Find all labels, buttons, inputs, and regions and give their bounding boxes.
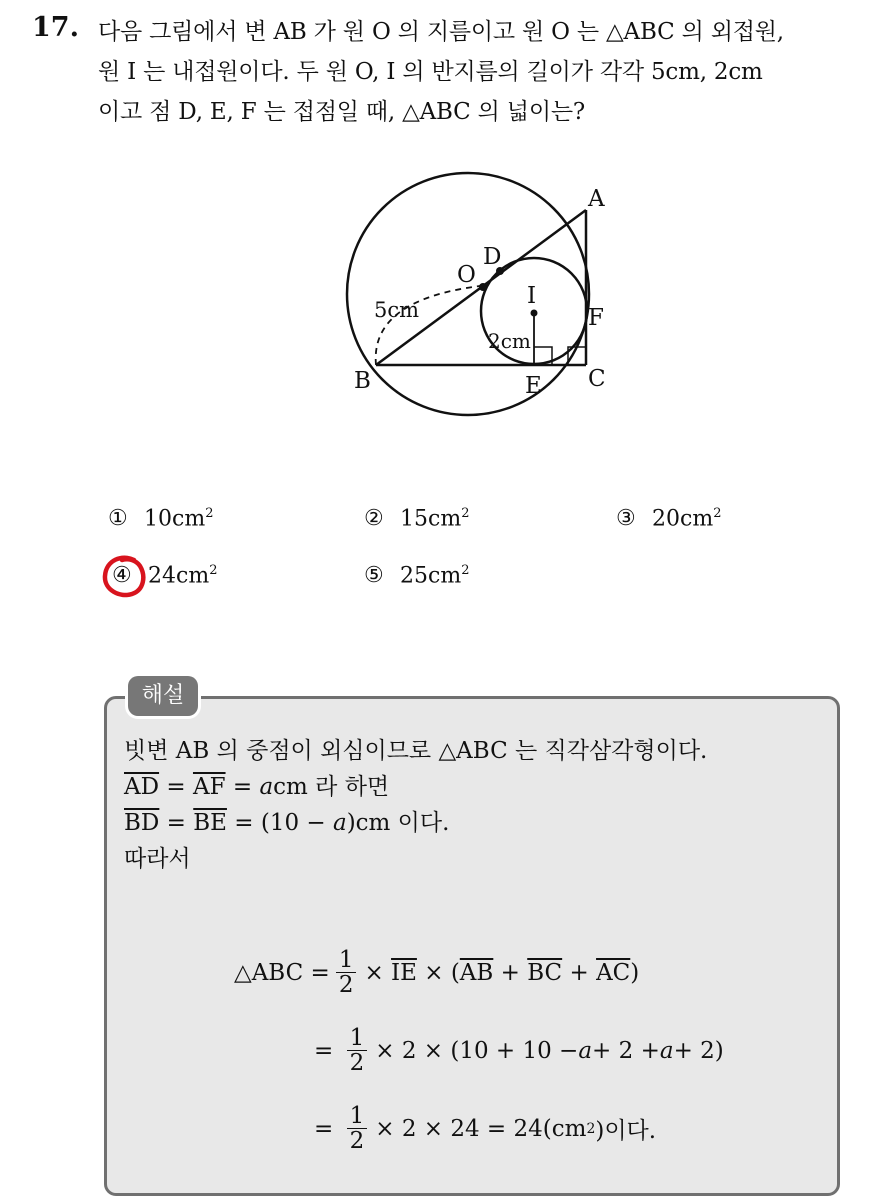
solution-line-2: $\overline{AD} = \overline{AF}$ = acm 라 하면: [124, 774, 390, 800]
label-O: O: [457, 262, 476, 288]
fraction-half: $\frac{1}{2}$: [347, 1026, 368, 1075]
label-E: E: [525, 373, 542, 399]
choice-number: ②: [364, 506, 384, 532]
choice-value: 15cm: [400, 506, 462, 532]
choice-value: 10cm: [144, 506, 206, 532]
circumcircle-O: [347, 173, 589, 415]
choice-5[interactable]: [364, 563, 469, 588]
choice-1[interactable]: [108, 506, 213, 531]
answer-circle-mark: [100, 552, 152, 600]
equation-1: △ABC = $\frac{1}{2}$ × $\overline{IE}$ × ( $\overline{AB}$ + $\overline{BC}$ + $\overline{AC}$ ): [234, 947, 640, 999]
choice-sup: 2: [461, 506, 470, 521]
choice-sup: 2: [461, 563, 470, 578]
choice-sup: 2: [209, 563, 218, 578]
solution-text: [124, 733, 824, 877]
choice-3[interactable]: [616, 506, 721, 531]
choice-number: ①: [108, 506, 128, 532]
choice-2[interactable]: [364, 506, 469, 531]
solution-line-1: 빗변 AB 의 중점이 외심이므로 △ABC 는 직각삼각형이다.: [124, 738, 708, 764]
choice-sup: 2: [205, 506, 214, 521]
question-line: 다음 그림에서 변 AB 가 원 O 의 지름이고 원 O 는 △ABC 의 외접원,: [98, 19, 784, 45]
choice-value: 20cm: [652, 506, 714, 532]
fraction-half: $\frac{1}{2}$: [347, 1104, 368, 1153]
point-O: [479, 283, 487, 291]
choice-number: ⑤: [364, 563, 384, 589]
label-A: A: [588, 186, 605, 212]
choice-value: 25cm: [400, 563, 462, 589]
equation-3: = $\frac{1}{2}$ × 2 × 24 = 24(cm 2 )이다.: [314, 1103, 657, 1155]
label-radius-inner: 2cm: [488, 329, 531, 353]
solution-tag: 해설: [128, 676, 198, 716]
question-text: [98, 12, 868, 132]
choice-number: ④: [112, 563, 132, 589]
choice-value: 24cm: [148, 563, 210, 589]
label-F: F: [588, 305, 604, 331]
label-B: B: [354, 368, 371, 394]
choice-number: ③: [616, 506, 636, 532]
point-I: [531, 310, 538, 317]
choice-sup: 2: [713, 506, 722, 521]
fraction-half: $\frac{1}{2}$: [336, 948, 357, 997]
label-radius-outer: 5cm: [374, 298, 420, 322]
label-I: I: [527, 283, 537, 309]
label-C: C: [588, 366, 606, 392]
equation-2: = $\frac{1}{2}$ × 2 × (10 + 10 − a + 2 + a + 2): [314, 1025, 724, 1077]
question-number: 17.: [32, 12, 79, 43]
solution-line-4: 따라서: [124, 846, 191, 872]
label-D: D: [483, 244, 502, 270]
question-line: 이고 점 D, E, F 는 접점일 때, △ABC 의 넓이는?: [98, 99, 585, 125]
question-line: 원 I 는 내접원이다. 두 원 O, I 의 반지름의 길이가 각각 5cm, 2cm: [98, 59, 763, 85]
solution-line-3: $\overline{BD} = \overline{BE} = (10 - a)cm$ 이다.: [124, 810, 450, 836]
geometry-figure: [330, 160, 630, 435]
